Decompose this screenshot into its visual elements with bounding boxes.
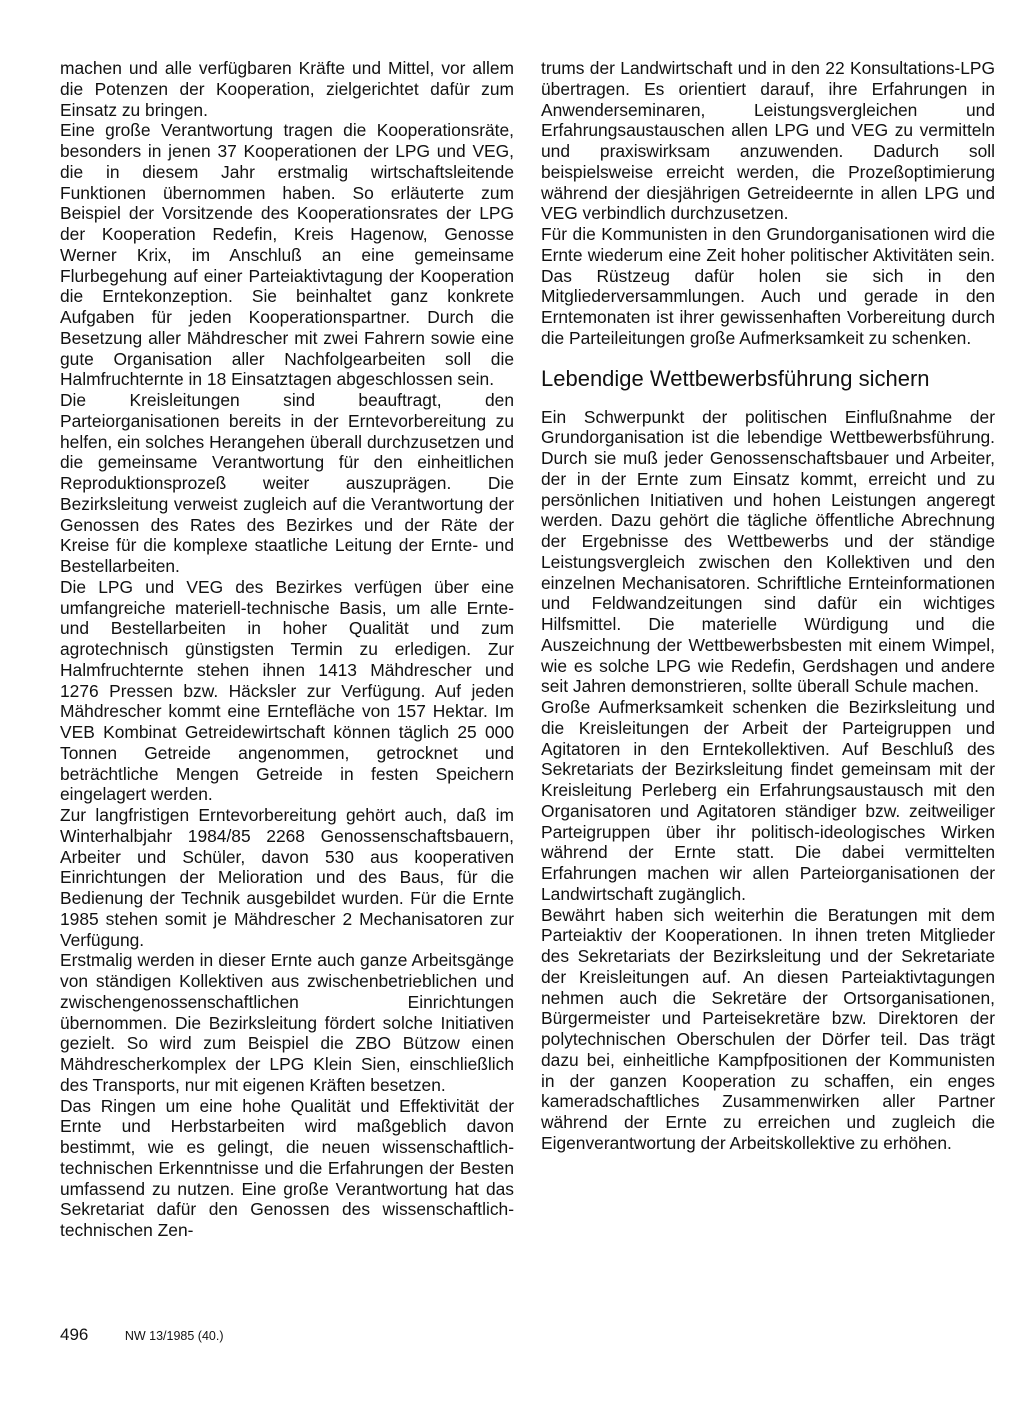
page-footer [60,1325,224,1346]
page-number: 496 [60,1325,89,1344]
issue-reference: NW 13/1985 (40.) [124,1329,224,1343]
body-paragraph: Ein Schwerpunkt der politischen Einflußnahme der Grundorganisation ist die lebendige Wettbewerbsführung. Durch sie muß jeder Genossenschaftsbauer und Arbeiter, der in der Ernte zum Einsatz kommt, erreicht und zu persönlichen Initiativen und hohen Leistungen angeregt werden. Dazu gehört die tägliche öffentliche Abrechnung der Ergebnisse des Wettbewerbs und der ständige Leistungsvergleich zwischen den Kollektiven und den einzelnen Mechanisatoren. Schriftliche Ernteinformationen und Feldwandzeitungen sind dafür ein wichtiges Hilfsmittel. Die materielle Würdigung und die Auszeichnung der Wettbewerbsbesten mit einem Wimpel, wie es solche LPG wie Redefin, Gerdshagen und andere seit Jahren demonstrieren, sollte überall Schule machen. [541,406,995,697]
body-paragraph: Bewährt haben sich weiterhin die Beratungen mit dem Parteiaktiv der Kooperationen. In ihnen treten Mitglieder des Sekretariats der Bezirksleitung und der Sekretariate der Kreisleitungen auf. An diesen Parteiaktivtagungen nehmen auch die Sekretäre der Ortsorganisationen, Bürgermeister und Parteisekretäre bzw. Direktoren der polytechnischen Oberschulen der Dörfer teil. Das trägt dazu bei, einheitliche Kampfpositionen der Kommunisten in der ganzen Kooperation zu schaffen, ein enges kameradschaftliches Zusammenwirken aller Partner während der Ernte zu erreichen und zugleich die Eigenverantwortung der Arbeitskollektive zu erhöhen. [541,904,995,1153]
body-paragraph: trums der Landwirtschaft und in den 22 Konsultations-LPG übertragen. Es orientiert darauf, ihre Erfahrungen in Anwenderseminaren, Leistungsvergleichen und Erfahrungsaustauschen allen LPG und VEG zu vermitteln und praxiswirksam anzuwenden. Dadurch soll beispielsweise erreicht werden, die Prozeßoptimierung während der diesjährigen Getreideernte in allen LPG und VEG verbindlich durchzusetzen. [541,58,995,224]
body-paragraph: Die Kreisleitungen sind beauftragt, den Parteiorganisationen bereits in der Erntevorbereitung zu helfen, ein solches Herangehen überall durchzusetzen und die gemeinsame Verantwortung für den einheitlichen Reproduktionsprozeß weiter auszuprägen. Die Bezirksleitung verweist zugleich auf die Verantwortung der Genossen des Rates des Bezirkes und der Räte der Kreise für die komplexe staatliche Leitung der Ernte- und Bestellarbeiten. [60,390,514,576]
body-paragraph: Zur langfristigen Erntevorbereitung gehört auch, daß im Winterhalbjahr 1984/85 2268 Genossenschaftsbauern, Arbeiter und Schüler, davon 530 aus kooperativen Einrichtungen der Melioration und des Baus, für die Bedienung der Technik ausgebildet wurden. Für die Ernte 1985 stehen somit je Mähdrescher 2 Mechanisatoren zur Verfügung. [60,805,514,950]
right-column [541,58,995,1154]
left-column [60,58,514,1241]
body-paragraph: Die LPG und VEG des Bezirkes verfügen über eine umfangreiche materiell-technische Basis, um alle Ernte- und Bestellarbeiten in hoher Qualität und zum agrotechnisch günstigsten Termin zu erledigen. Zur Halmfruchternte stehen ihnen 1413 Mähdrescher und 1276 Pressen bzw. Häcksler zur Verfügung. Auf jeden Mähdrescher kommt eine Erntefläche von 157 Hektar. Im VEB Kombinat Getreidewirtschaft können täglich 25 000 Tonnen Getreide angenommen, getrocknet und beträchtliche Mengen Getreide in festen Speichern eingelagert werden. [60,576,514,805]
section-heading: Lebendige Wettbewerbsführung sichern [541,365,930,391]
body-paragraph: machen und alle verfügbaren Kräfte und Mittel, vor allem die Potenzen der Kooperation, zielgerichtet dafür zum Einsatz zu bringen. [60,58,514,120]
body-paragraph: Erstmalig werden in dieser Ernte auch ganze Arbeitsgänge von ständigen Kollektiven aus zwischenbetrieblichen und zwischengenossenschaftlichen Einrichtungen übernommen. Die Bezirksleitung fördert solche Initiativen gezielt. So wird zum Beispiel die ZBO Bützow einen Mähdrescherkomplex der LPG Klein Sien, einschließlich des Transports, nur mit eigenen Kräften besetzen. [60,950,514,1095]
body-paragraph: Das Ringen um eine hohe Qualität und Effektivität der Ernte und Herbstarbeiten wird maßgeblich davon bestimmt, wie es gelingt, die neuen wissenschaftlich-technischen Erkenntnisse und die Erfahrungen der Besten umfassend zu nutzen. Eine große Verantwortung hat das Sekretariat dafür den Genossen des wissenschaftlich-technischen Zen- [60,1095,514,1240]
body-paragraph: Große Aufmerksamkeit schenken die Bezirksleitung und die Kreisleitungen der Arbeit der Parteigruppen und Agitatoren in den Erntekollektiven. Auf Beschluß des Sekretariats der Bezirksleitung findet gemeinsam mit der Kreisleitung Perleberg ein Erfahrungsaustausch mit den Organisatoren und Agitatoren ständiger bzw. zeitweiliger Parteigruppen über ihr politisch-ideologisches Wirken während der Ernte statt. Die dabei vermittelten Erfahrungen machen wir allen Parteiorganisationen der Landwirtschaft zugänglich. [541,697,995,904]
body-paragraph: Eine große Verantwortung tragen die Kooperationsräte, besonders in jenen 37 Kooperationen der LPG und VEG, die in diesem Jahr erstmalig wirtschaftsleitende Funktionen übernommen haben. So erläuterte zum Beispiel der Vorsitzende des Kooperationsrates der LPG der Kooperation Redefin, Kreis Hagenow, Genosse Werner Krix, im Anschluß an eine gemeinsame Flurbegehung auf einer Parteiaktivtagung der Kooperation die Erntekonzeption. Sie beinhaltet ganz konkrete Aufgaben für jeden Kooperationspartner. Durch die Besetzung aller Mähdrescher mit zwei Fahrern sowie eine gute Organisation aller Nachfolgearbeiten soll die Halmfruchternte in 18 Einsatztagen abgeschlossen sein. [60,120,514,390]
body-paragraph: Für die Kommunisten in den Grundorganisationen wird die Ernte wiederum eine Zeit hoher politischer Aktivitäten sein. Das Rüstzeug dafür holen sie sich in den Mitgliederversammlungen. Auch und gerade in den Erntemonaten ist ihrer gewissenhaften Vorbereitung durch die Parteileitungen große Aufmerksamkeit zu schenken. [541,224,995,348]
